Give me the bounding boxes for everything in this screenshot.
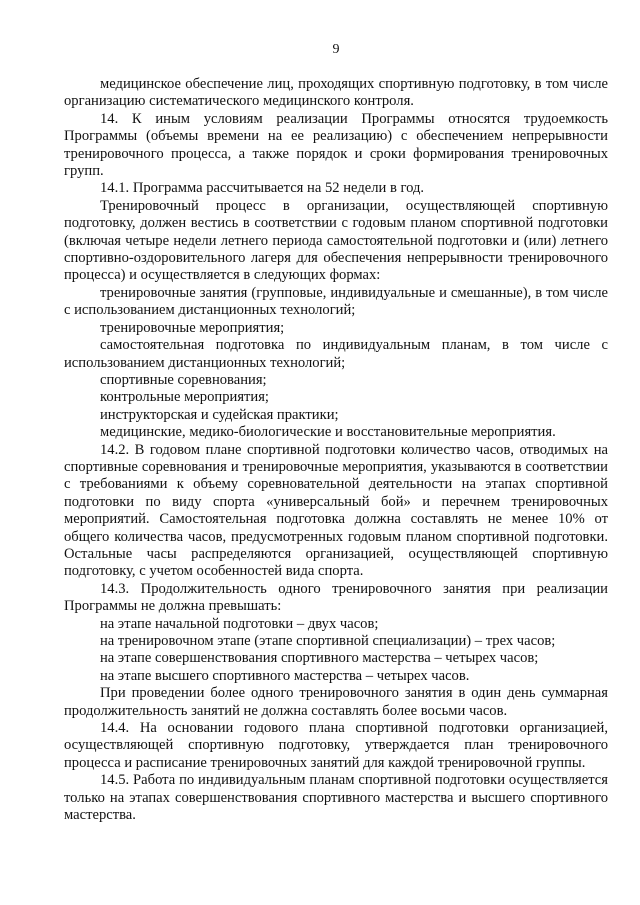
list-item-training-stage: на тренировочном этапе (этапе спортивной специализации) – трех часов; bbox=[100, 633, 556, 649]
paragraph-14-1: 14.1. Программа рассчитывается на 52 недели в год. bbox=[100, 180, 425, 197]
list-item-higher-stage: на этапе высшего спортивного мастерства – четырех часов. bbox=[100, 667, 470, 684]
list-item-instructor-practice: инструкторская и судейская практики; bbox=[100, 406, 339, 423]
list-item-training-sessions: тренировочные занятия (групповые, индивидуальные и смешанные), в том числе с использованием дистанционных технологий; bbox=[64, 284, 608, 319]
list-item-self-training: самостоятельная подготовка по индивидуальным планам, в том числе с использованием дистанционных технологий; bbox=[64, 337, 608, 371]
paragraph-14-2: 14.2. В годовом плане спортивной подготовки количество часов, отводимых на спортивные соревнования и тренировочные мероприятия, указываются в соответствии с требованиями к объему соревновательной деятельности на этапах спортивной подготовки по виду спорта «универсальный бой» и перечнем тренировочных мероприятий. Самостоятельная подготовка должна составлять не менее 10% от общего количества часов, предусмотренных годовым планом спортивной подготовки. Остальные часы распределяются организацией, осуществляющей спортивную подготовку, с учетом особенностей вида спорта. bbox=[64, 441, 608, 580]
list-item-control-events: контрольные мероприятия; bbox=[100, 389, 269, 406]
page-number: 9 bbox=[332, 42, 340, 57]
list-item-improvement-stage: на этапе совершенствования спортивного мастерства – четырех часов; bbox=[100, 650, 539, 667]
paragraph-medical-support: медицинское обеспечение лиц, проходящих спортивную подготовку, в том числе организацию систематического медицинского контроля. bbox=[64, 76, 608, 110]
list-item-competitions: спортивные соревнования; bbox=[100, 371, 267, 388]
paragraph-multiple-sessions: При проведении более одного тренировочного занятия в один день суммарная продолжительность занятий не должна составлять более восьми часов. bbox=[64, 685, 608, 719]
paragraph-training-process: Тренировочный процесс в организации, осуществляющей спортивную подготовку, должен вестись в соответствии с годовым планом спортивной подготовки (включая четыре недели летнего периода самостоятельной подготовки и (или) летнего спортивно-оздоровительного лагеря для обеспечения непрерывности тренировочного процесса) и осуществляется в следующих формах: bbox=[64, 197, 608, 284]
list-item-training-events: тренировочные мероприятия; bbox=[100, 319, 285, 336]
list-item-initial-stage: на этапе начальной подготовки – двух часов; bbox=[100, 615, 379, 632]
paragraph-14: 14. К иным условиям реализации Программы относятся трудоемкость Программы (объемы времени на ее реализацию) с обеспечением непрерывности тренировочного процесса, а также порядок и сроки формирования тренировочных групп. bbox=[64, 110, 608, 180]
paragraph-14-4: 14.4. На основании годового плана спортивной подготовки организацией, осуществляющей спортивную подготовку, утверждается план тренировочного процесса и расписание тренировочных занятий для каждой тренировочной группы. bbox=[64, 720, 608, 771]
list-item-medical-events: медицинские, медико-биологические и восстановительные мероприятия. bbox=[100, 424, 556, 441]
paragraph-14-3: 14.3. Продолжительность одного тренировочного занятия при реализации Программы не должна превышать: bbox=[64, 580, 608, 615]
paragraph-14-5: 14.5. Работа по индивидуальным планам спортивной подготовки осуществляется только на этапах совершенствования спортивного мастерства и высшего спортивного мастерства. bbox=[64, 772, 608, 824]
document-body bbox=[64, 76, 608, 824]
